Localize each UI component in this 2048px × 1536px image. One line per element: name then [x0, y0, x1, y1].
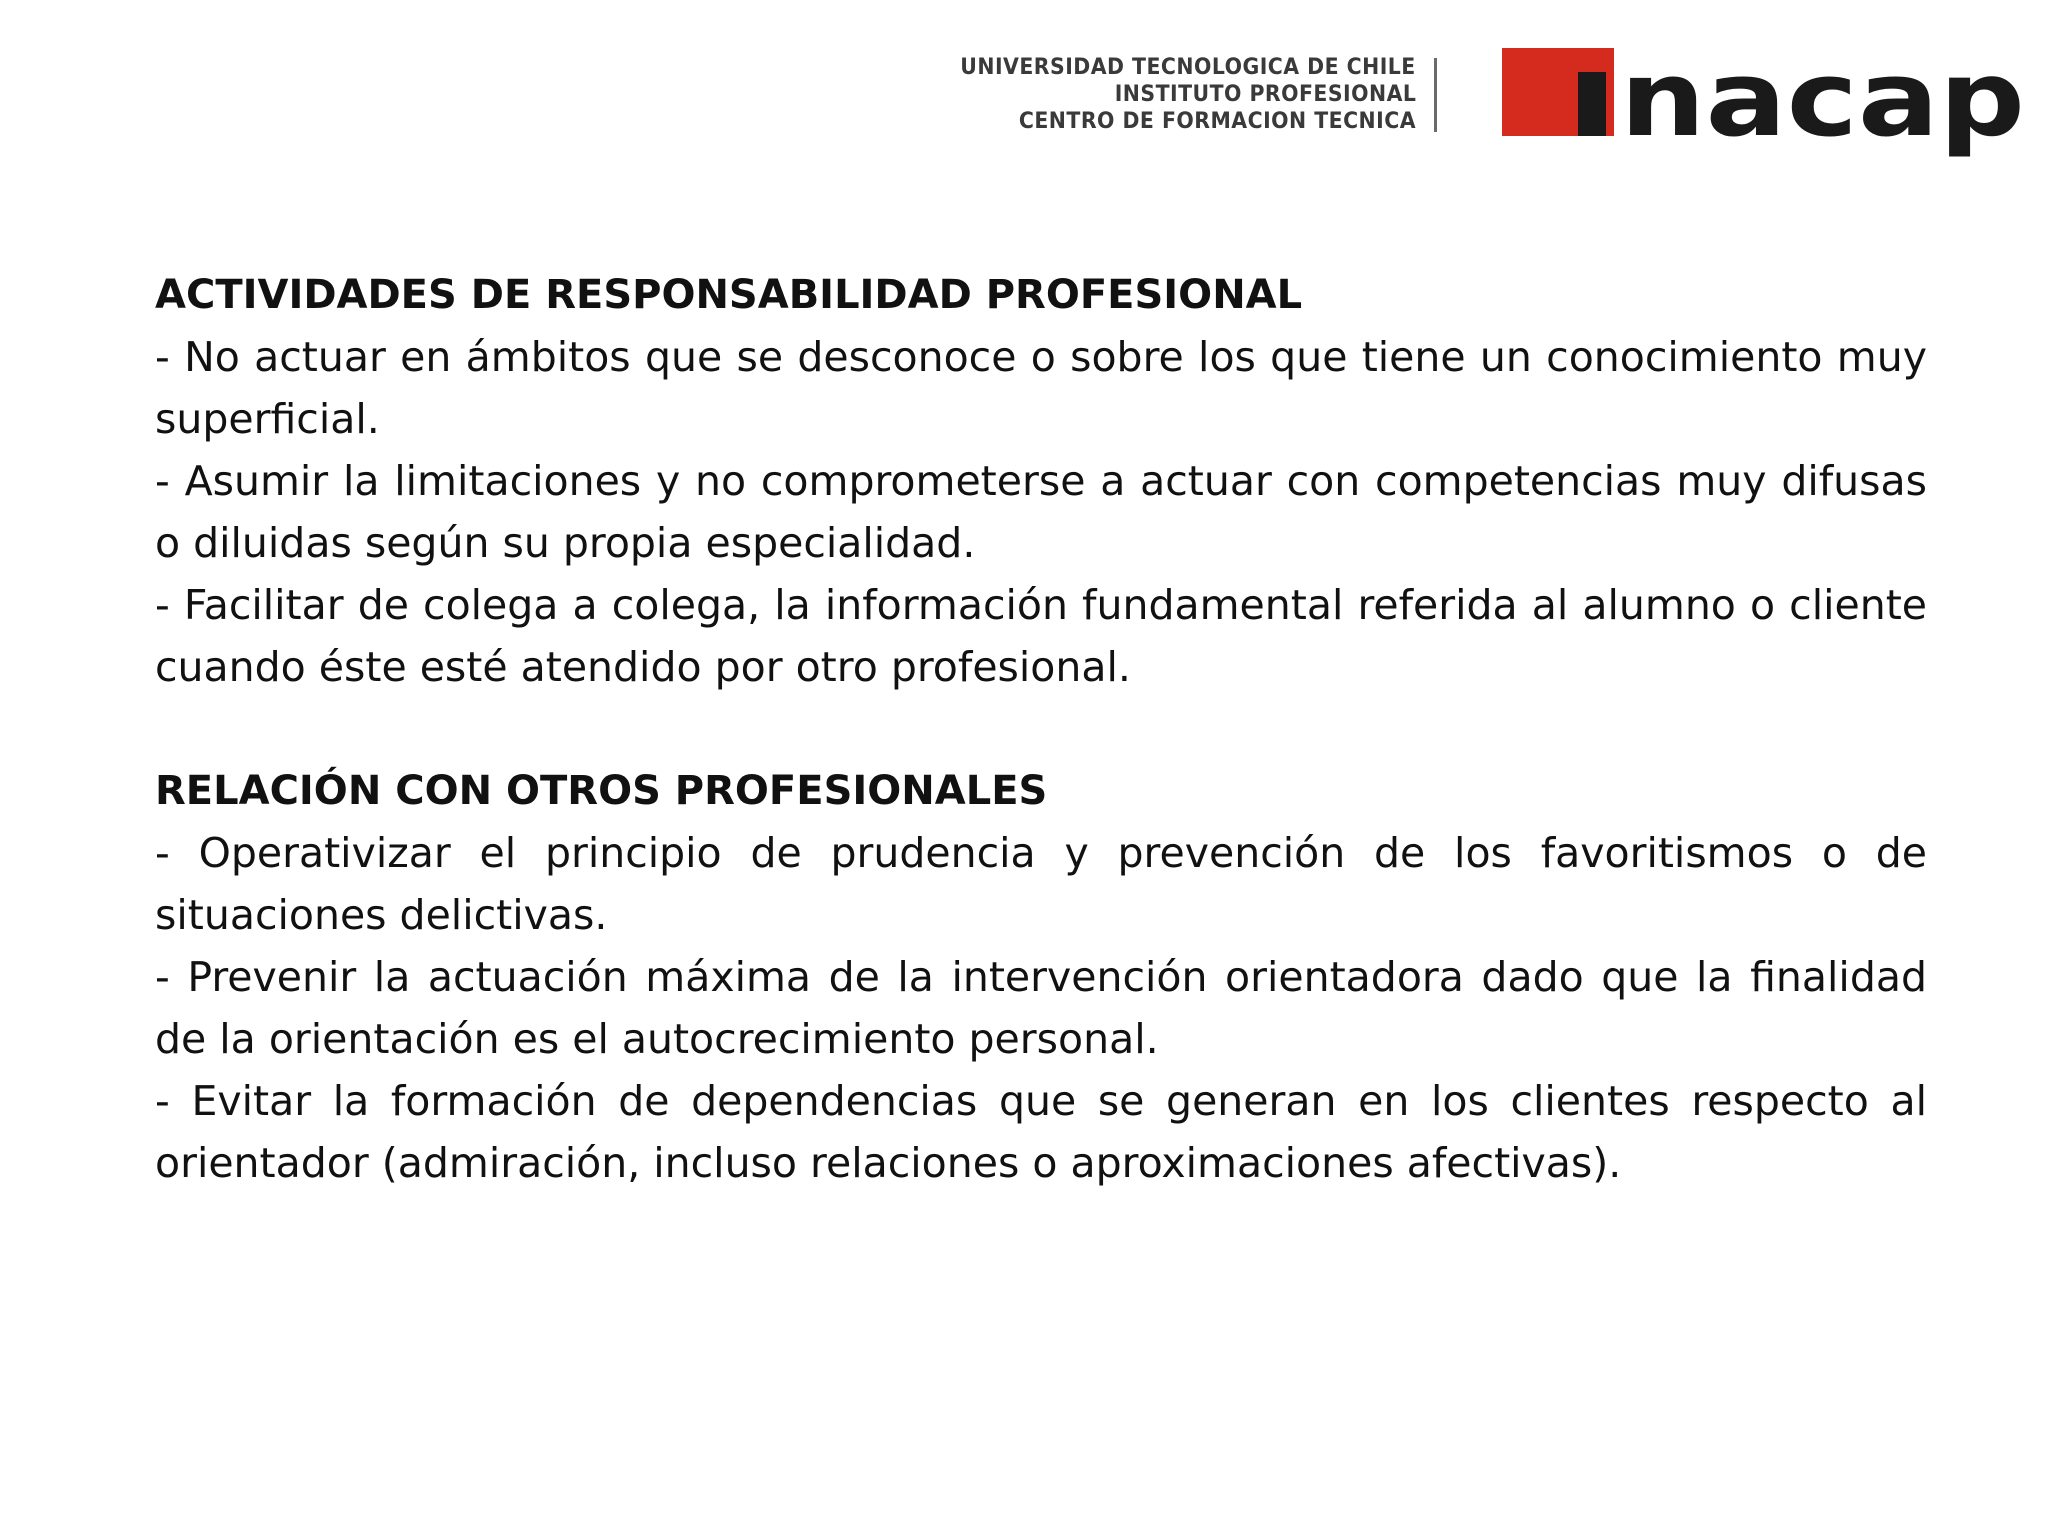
inacap-logo-icon — [1502, 44, 2032, 159]
logo-wordmark: nacap — [1620, 44, 2025, 159]
section-heading: RELACIÓN CON OTROS PROFESIONALES — [155, 768, 1048, 814]
list-item: - Facilitar de colega a colega, la información fundamental referida al alumno o cliente cuando éste esté atendido por otro profesional. — [155, 581, 1927, 691]
section-relation-with-professionals — [155, 760, 1927, 1194]
list-item: - Evitar la formación de dependencias que se generan en los clientes respecto al orientador (admiración, incluso relaciones o aproximaciones afectivas). — [155, 1077, 1927, 1187]
section-heading: ACTIVIDADES DE RESPONSABILIDAD PROFESIONAL — [155, 272, 1303, 318]
section-spacer — [155, 698, 1927, 760]
header-divider — [1434, 58, 1437, 132]
inacap-logo — [1502, 44, 2032, 159]
list-item: - Operativizar el principio de prudencia y prevención de los favoritismos o de situaciones delictivas. — [155, 829, 1927, 939]
header — [926, 44, 2032, 174]
list-item: - Prevenir la actuación máxima de la intervención orientadora dado que la finalidad de la orientación es el autocrecimiento personal. — [155, 953, 1927, 1063]
logo-i-stem — [1578, 72, 1606, 136]
institution-line-university: UNIVERSIDAD TECNOLOGICA DE CHILE — [960, 55, 1416, 80]
slide-content — [155, 264, 1927, 1194]
institution-line-training-center: CENTRO DE FORMACION TECNICA — [1018, 109, 1416, 134]
section-professional-responsibility — [155, 264, 1927, 698]
institution-lines — [926, 44, 1434, 135]
list-item: - No actuar en ámbitos que se desconoce o sobre los que tiene un conocimiento muy superficial. — [155, 333, 1927, 443]
institution-line-institute: INSTITUTO PROFESIONAL — [1114, 82, 1416, 107]
list-item: - Asumir la limitaciones y no comprometerse a actuar con competencias muy difusas o diluidas según su propia especialidad. — [155, 457, 1927, 567]
